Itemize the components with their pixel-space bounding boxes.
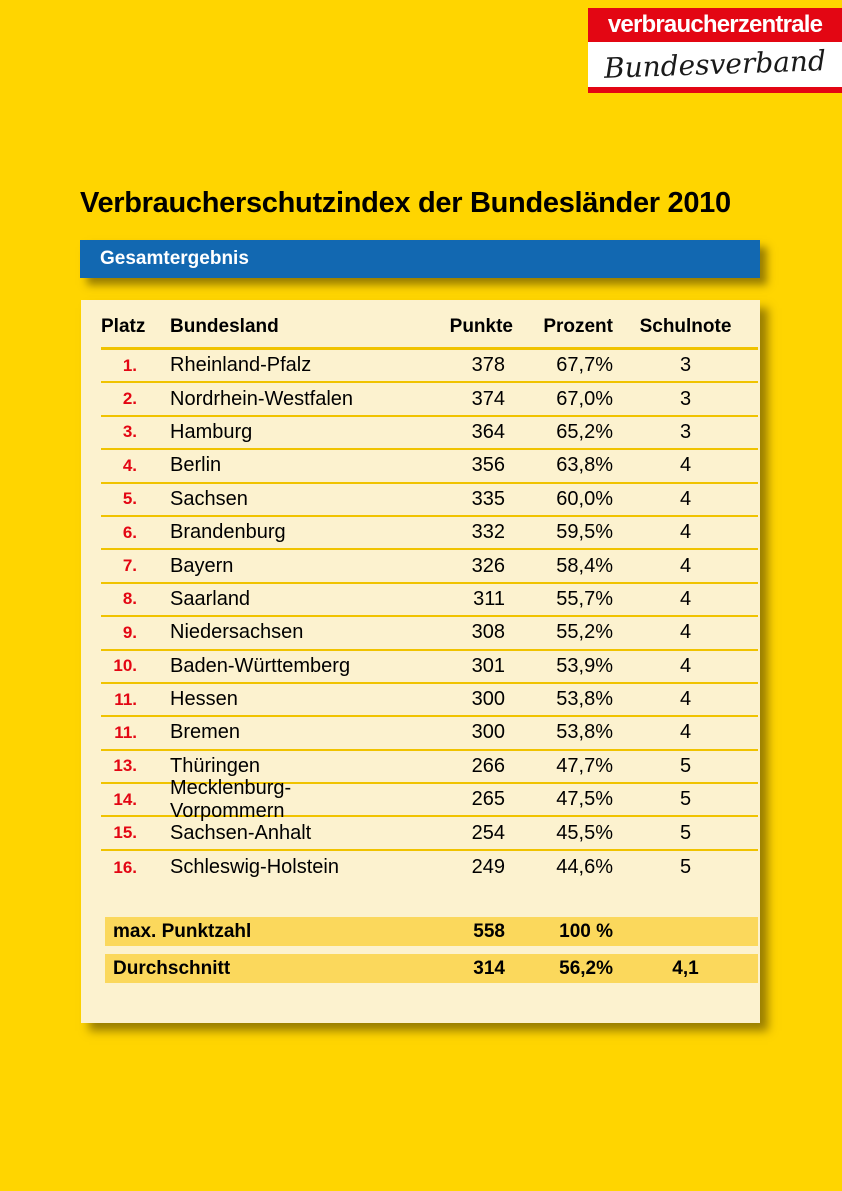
schulnote-cell: 4 (679, 654, 692, 677)
prozent-cell: 63,8% (556, 454, 613, 477)
land-cell: Saarland (170, 587, 251, 610)
schulnote-cell: 5 (679, 754, 692, 777)
schulnote-cell: 4 (679, 688, 692, 711)
land-cell: Rheinland-Pfalz (170, 354, 312, 377)
results-table (81, 300, 760, 1023)
land-cell: Baden-Württemberg (170, 654, 351, 677)
summary-prozent: 56,2% (559, 957, 613, 979)
logo-brand-bar (588, 8, 842, 42)
summary-schulnote: 4,1 (672, 957, 699, 979)
table-row (101, 776, 758, 822)
table-row (101, 851, 758, 884)
punkte-cell: 301 (471, 654, 505, 677)
schulnote-cell: 3 (679, 354, 692, 377)
prozent-cell: 60,0% (556, 487, 613, 510)
schulnote-cell: 4 (679, 721, 692, 744)
rank-cell: 9. (122, 622, 137, 642)
land-cell: Nordrhein-Westfalen (170, 387, 354, 410)
table-row (101, 584, 758, 617)
land-cell: Thüringen (170, 754, 261, 777)
prozent-cell: 55,2% (556, 621, 613, 644)
summary-rows (81, 917, 760, 983)
rank-cell: 10. (113, 656, 137, 676)
land-cell: Bayern (170, 554, 234, 577)
schulnote-cell: 4 (679, 521, 692, 544)
page-title: Verbraucherschutzindex der Bundesländer 2010 (80, 187, 731, 219)
rank-cell: 2. (122, 389, 137, 409)
punkte-cell: 249 (471, 856, 505, 879)
punkte-cell: 311 (473, 587, 505, 610)
rank-cell: 7. (122, 556, 137, 576)
punkte-cell: 300 (471, 688, 505, 711)
logo-sub-area (588, 42, 842, 87)
rank-cell: 6. (122, 522, 137, 542)
schulnote-cell: 5 (679, 821, 692, 844)
table-row (101, 651, 758, 684)
prozent-cell: 47,7% (556, 754, 613, 777)
header-bundesland: Bundesland (170, 316, 279, 337)
schulnote-cell: 3 (679, 420, 692, 443)
vzbv-logo (588, 8, 842, 93)
punkte-cell: 254 (471, 821, 505, 844)
prozent-cell: 47,5% (556, 788, 613, 811)
prozent-cell: 67,7% (556, 354, 613, 377)
section-bar (80, 240, 760, 278)
summary-label: max. Punktzahl (113, 920, 252, 942)
prozent-cell: 53,9% (556, 654, 613, 677)
header-punkte: Punkte (449, 316, 513, 337)
schulnote-cell: 5 (679, 856, 692, 879)
prozent-cell: 44,6% (556, 856, 613, 879)
header-prozent: Prozent (543, 316, 613, 337)
table-row (101, 817, 758, 850)
rank-cell: 11. (114, 722, 137, 742)
rank-cell: 13. (113, 756, 137, 776)
summary-row (105, 954, 758, 983)
land-cell: Niedersachsen (170, 621, 304, 644)
summary-punkte: 558 (473, 920, 505, 942)
land-cell: Brandenburg (170, 521, 286, 544)
land-cell: Bremen (170, 721, 241, 744)
punkte-cell: 308 (471, 621, 505, 644)
punkte-cell: 266 (471, 754, 505, 777)
header-schulnote: Schulnote (639, 316, 732, 337)
punkte-cell: 326 (471, 554, 505, 577)
land-cell: Sachsen (170, 487, 248, 510)
rank-cell: 3. (122, 422, 137, 442)
rank-cell: 1. (122, 355, 137, 375)
schulnote-cell: 4 (679, 487, 692, 510)
schulnote-cell: 4 (679, 554, 692, 577)
header-platz: Platz (101, 316, 146, 337)
prozent-cell: 53,8% (556, 721, 613, 744)
schulnote-cell: 4 (679, 454, 692, 477)
schulnote-cell: 3 (679, 387, 692, 410)
section-label: Gesamtergebnis (100, 248, 249, 269)
table-row (101, 717, 758, 750)
table-header-row (101, 316, 758, 350)
prozent-cell: 59,5% (556, 521, 613, 544)
table-row (101, 517, 758, 550)
prozent-cell: 55,7% (556, 587, 613, 610)
summary-label: Durchschnitt (113, 957, 231, 979)
punkte-cell: 364 (471, 420, 505, 443)
prozent-cell: 67,0% (556, 387, 613, 410)
table-row (101, 617, 758, 650)
summary-prozent: 100 % (559, 920, 613, 942)
summary-row (105, 917, 758, 946)
prozent-cell: 53,8% (556, 688, 613, 711)
table-row (101, 417, 758, 450)
schulnote-cell: 4 (679, 587, 692, 610)
punkte-cell: 356 (471, 454, 505, 477)
rank-cell: 16. (113, 857, 137, 877)
table-body (81, 350, 760, 884)
logo-red-strip (588, 87, 842, 93)
table-row (101, 450, 758, 483)
logo-sub-text: Bundesverband (603, 44, 827, 85)
land-cell: Mecklenburg-Vorpommern (170, 776, 292, 822)
punkte-cell: 335 (471, 487, 505, 510)
land-cell: Sachsen-Anhalt (170, 821, 312, 844)
rank-cell: 8. (122, 589, 137, 609)
table-row (101, 484, 758, 517)
rank-cell: 15. (113, 823, 137, 843)
prozent-cell: 45,5% (556, 821, 613, 844)
prozent-cell: 58,4% (556, 554, 613, 577)
prozent-cell: 65,2% (556, 420, 613, 443)
logo-brand-text: verbraucherzentrale (607, 11, 823, 38)
punkte-cell: 300 (471, 721, 505, 744)
schulnote-cell: 5 (679, 788, 692, 811)
rank-cell: 5. (122, 489, 137, 509)
table-row (101, 684, 758, 717)
punkte-cell: 265 (471, 788, 505, 811)
rank-cell: 11. (114, 689, 137, 709)
summary-punkte: 314 (473, 957, 505, 979)
punkte-cell: 374 (471, 387, 505, 410)
rank-cell: 4. (122, 455, 137, 475)
rank-cell: 14. (113, 789, 137, 809)
schulnote-cell: 4 (679, 621, 692, 644)
land-cell: Schleswig-Holstein (170, 856, 339, 879)
land-cell: Hamburg (170, 420, 253, 443)
punkte-cell: 378 (471, 354, 505, 377)
land-cell: Hessen (170, 688, 238, 711)
land-cell: Berlin (170, 454, 222, 477)
table-row (101, 383, 758, 416)
table-row (101, 550, 758, 583)
table-row (101, 350, 758, 383)
punkte-cell: 332 (471, 521, 505, 544)
